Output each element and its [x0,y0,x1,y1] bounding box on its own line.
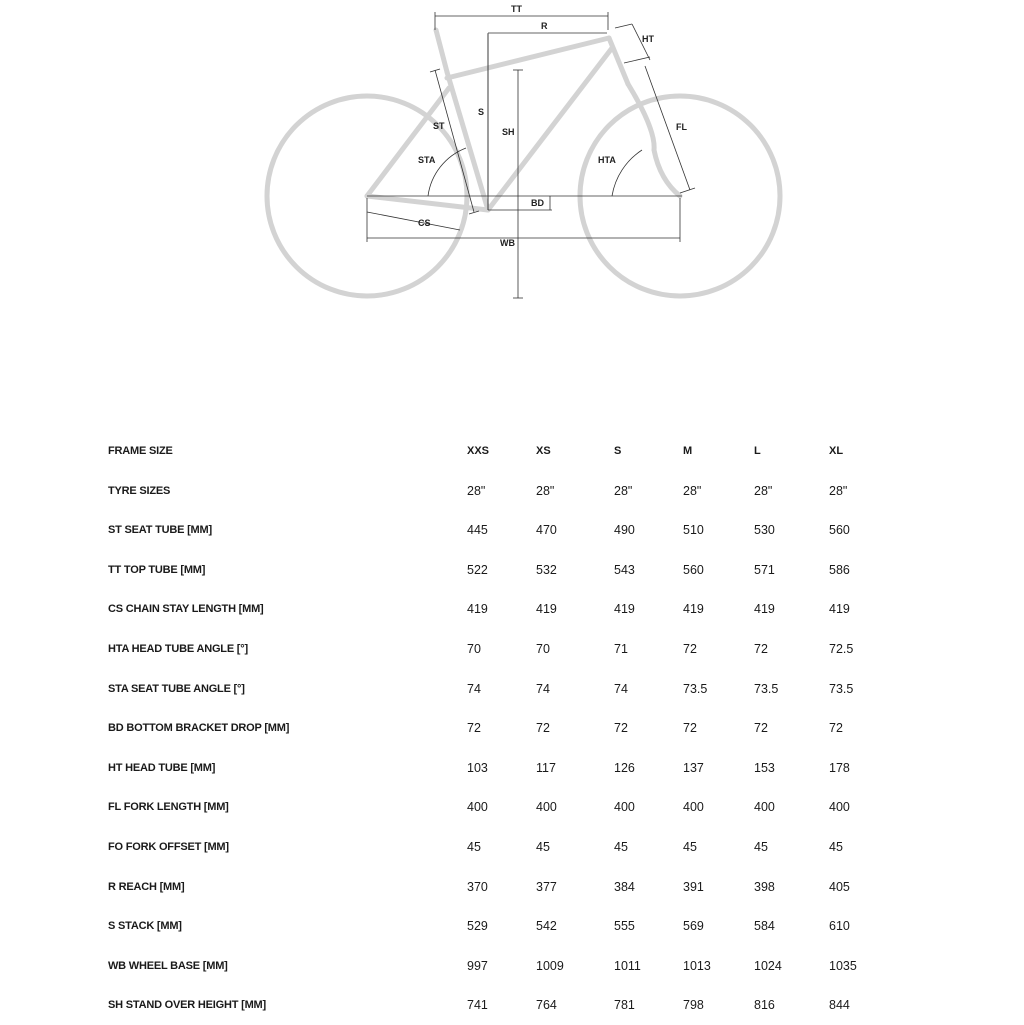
bike-geometry-diagram [0,0,1024,310]
size-header: XL [829,445,844,457]
label-bd: BD [531,198,544,208]
table-cell: 72 [754,641,768,656]
table-cell: 610 [829,919,850,934]
table-cell: 1009 [536,958,564,973]
label-r: R [541,21,548,31]
geometry-table [0,431,1024,1025]
table-cell: 72 [614,721,628,736]
table-cell: 73.5 [829,681,854,696]
table-cell: 72 [829,721,843,736]
size-header: L [754,445,761,457]
table-cell: 370 [467,879,488,894]
row-label: HTA HEAD TUBE ANGLE [°] [108,642,248,655]
table-cell: 70 [467,641,481,656]
table-cell: 72 [536,721,550,736]
table-cell: 45 [614,839,628,854]
table-cell: 741 [467,998,488,1013]
table-cell: 28" [614,483,633,498]
table-cell: 28" [754,483,773,498]
table-cell: 28" [467,483,486,498]
label-fl: FL [676,122,687,132]
table-cell: 490 [614,523,635,538]
table-cell: 400 [829,800,850,815]
seat-post [436,30,447,72]
row-label: WB WHEEL BASE [MM] [108,959,228,972]
table-row [0,669,1024,709]
table-body [0,471,1024,1025]
table-row [0,708,1024,748]
table-row [0,787,1024,827]
table-cell: 1035 [829,958,857,973]
table-cell: 72 [467,721,481,736]
label-sta: STA [418,155,436,165]
label-hta: HTA [598,155,616,165]
table-cell: 844 [829,998,850,1013]
row-label: BD BOTTOM BRACKET DROP [MM] [108,722,290,735]
table-cell: 103 [467,760,488,775]
table-cell: 74 [614,681,628,696]
table-cell: 584 [754,919,775,934]
table-cell: 74 [536,681,550,696]
table-cell: 798 [683,998,704,1013]
table-cell: 28" [683,483,702,498]
row-label: TYRE SIZES [108,484,171,497]
table-cell: 530 [754,523,775,538]
table-cell: 400 [683,800,704,815]
table-cell: 74 [467,681,481,696]
table-cell: 419 [614,602,635,617]
table-cell: 153 [754,760,775,775]
row-label: FO FORK OFFSET [MM] [108,840,229,853]
table-cell: 72.5 [829,641,854,656]
table-cell: 400 [536,800,557,815]
label-st: ST [433,121,445,131]
table-cell: 1024 [754,958,782,973]
table-cell: 72 [683,721,697,736]
label-s: S [478,107,485,117]
table-cell: 71 [614,641,628,656]
row-label: R REACH [MM] [108,880,185,893]
table-cell: 400 [614,800,635,815]
table-cell: 45 [536,839,550,854]
label-tt: TT [511,4,522,14]
table-cell: 1011 [614,958,641,973]
table-cell: 470 [536,523,557,538]
table-cell: 560 [829,523,850,538]
row-label: CS CHAIN STAY LENGTH [MM] [108,603,264,616]
table-cell: 45 [683,839,697,854]
row-label: STA SEAT TUBE ANGLE [°] [108,682,245,695]
table-row [0,985,1024,1025]
table-cell: 764 [536,998,557,1013]
table-cell: 405 [829,879,850,894]
table-cell: 419 [683,602,704,617]
table-row [0,827,1024,867]
table-row [0,748,1024,788]
table-cell: 543 [614,562,635,577]
table-row [0,867,1024,907]
table-cell: 391 [683,879,704,894]
table-row [0,906,1024,946]
table-cell: 816 [754,998,775,1013]
size-header: S [614,445,622,457]
table-cell: 377 [536,879,557,894]
table-cell: 532 [536,562,557,577]
row-label: TT TOP TUBE [MM] [108,563,206,576]
table-cell: 997 [467,958,488,973]
top-tube [447,38,609,78]
table-cell: 137 [683,760,704,775]
table-cell: 1013 [683,958,711,973]
table-row [0,629,1024,669]
table-cell: 569 [683,919,704,934]
table-cell: 445 [467,523,488,538]
table-cell: 560 [683,562,704,577]
table-row [0,510,1024,550]
table-cell: 73.5 [683,681,708,696]
table-cell: 400 [754,800,775,815]
row-label: SH STAND OVER HEIGHT [MM] [108,999,266,1012]
table-cell: 72 [683,641,697,656]
table-cell: 28" [536,483,555,498]
size-header: XS [536,445,551,457]
header-label: FRAME SIZE [108,445,173,457]
ht-dimension [615,24,632,28]
cs-dimension [367,212,460,230]
table-cell: 510 [683,523,704,538]
table-cell: 45 [829,839,843,854]
row-label: S STACK [MM] [108,920,182,933]
table-cell: 384 [614,879,635,894]
size-header: XXS [467,445,490,457]
label-sh: SH [502,127,515,137]
table-header-row [0,431,1024,471]
table-cell: 571 [754,562,775,577]
table-cell: 419 [754,602,775,617]
head-tube [609,38,628,84]
table-cell: 419 [536,602,557,617]
label-wb: WB [500,238,515,248]
frame [367,30,680,210]
table-cell: 419 [467,602,488,617]
table-cell: 555 [614,919,635,934]
table-cell: 542 [536,919,557,934]
label-cs: CS [418,218,431,228]
table-cell: 781 [614,998,635,1013]
table-cell: 72 [754,721,768,736]
table-row [0,471,1024,511]
table-cell: 45 [754,839,768,854]
table-cell: 398 [754,879,775,894]
row-label: ST SEAT TUBE [MM] [108,524,212,537]
size-header: M [683,445,693,457]
table-row [0,946,1024,986]
table-cell: 28" [829,483,848,498]
table-row [0,550,1024,590]
table-cell: 522 [467,562,488,577]
row-label: HT HEAD TUBE [MM] [108,761,216,774]
table-cell: 419 [829,602,850,617]
hta-arc [612,150,642,196]
table-cell: 117 [536,760,556,775]
table-cell: 70 [536,641,550,656]
table-cell: 45 [467,839,481,854]
row-label: FL FORK LENGTH [MM] [108,801,229,814]
table-cell: 400 [467,800,488,815]
table-cell: 73.5 [754,681,779,696]
table-row [0,589,1024,629]
table-cell: 586 [829,562,850,577]
table-cell: 178 [829,760,850,775]
table-cell: 529 [467,919,488,934]
table-cell: 126 [614,760,635,775]
label-ht: HT [642,34,654,44]
